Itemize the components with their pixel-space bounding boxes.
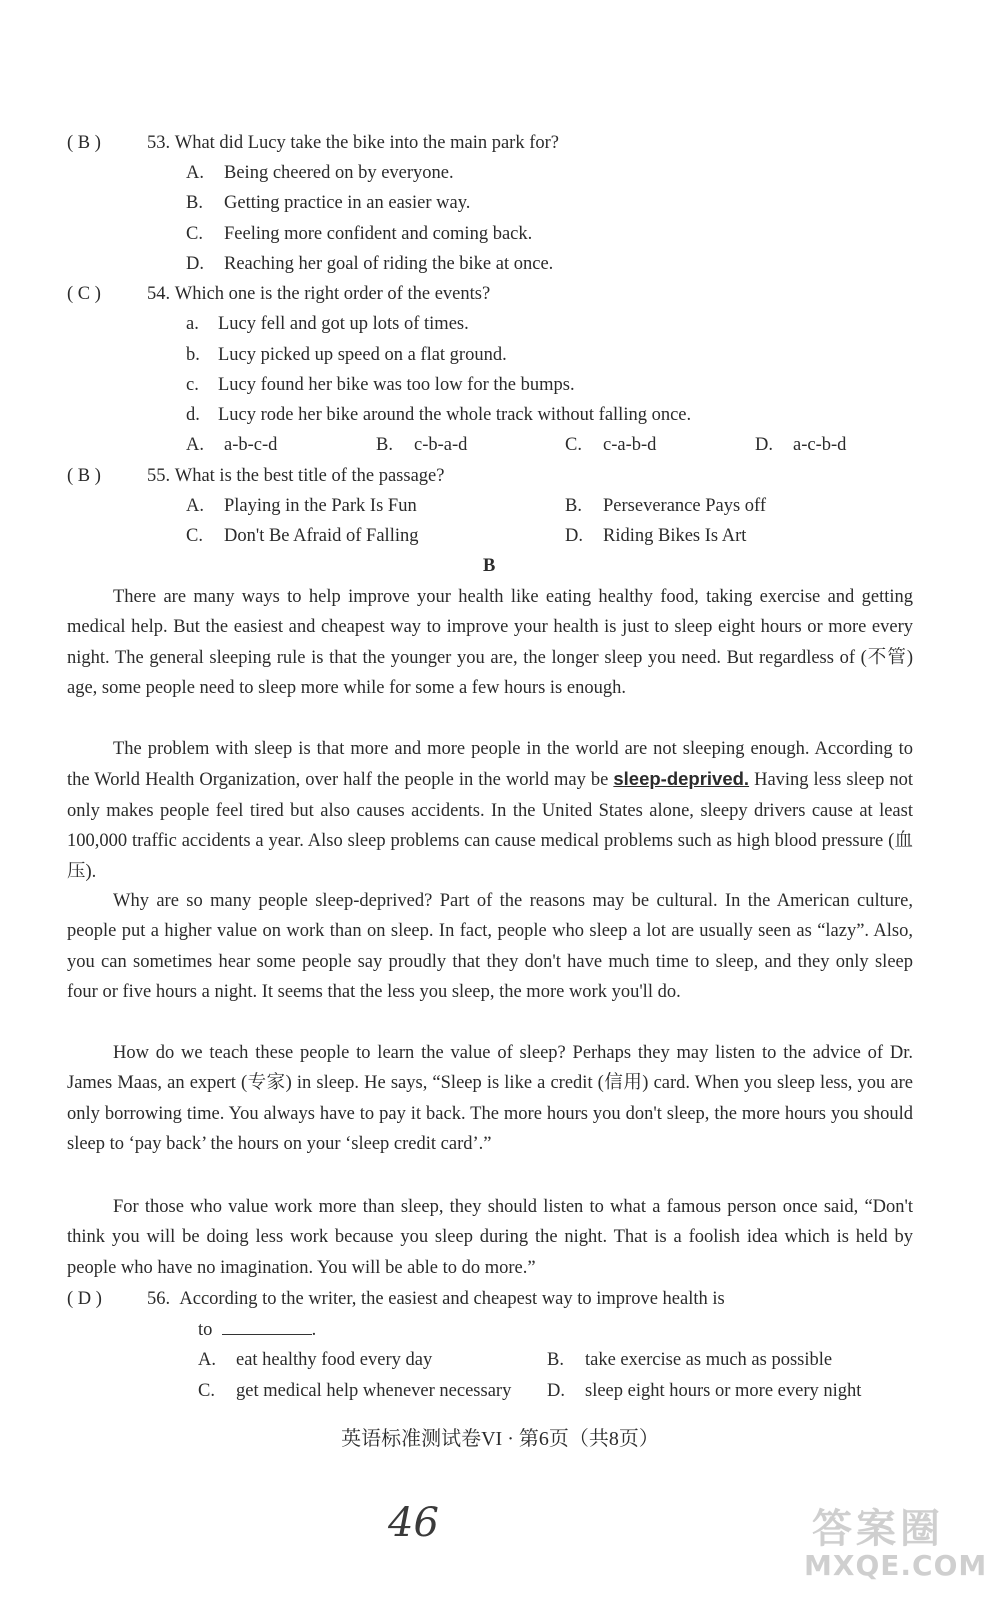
option: C. Feeling more confident and coming back. [186, 224, 533, 244]
page-footer: 英语标准测试卷VI · 第6页（共8页） [341, 1428, 659, 1450]
question-55 [67, 464, 444, 488]
option: D. sleep eight hours or more every night [547, 1381, 862, 1401]
question-text: What did Lucy take the bike into the main park for? [174, 133, 560, 153]
question-number: 53. [147, 133, 171, 153]
passage-paragraph-4: How do we teach these people to learn the value of sleep? Perhaps they may listen to the advice of Dr. James Maas, an expert (专家) in sleep. He says, “Sleep is like a credit (信用) card. When you sleep less, you are only borrowing time. You always have to pay it back. The more hours you don't sleep, the more hours you should sleep to ‘pay back’ the hours on your ‘sleep credit card’.” [67, 1043, 913, 1155]
question-text: Which one is the right order of the events? [174, 284, 491, 304]
answer-53: ( B ) [67, 133, 101, 153]
option: B. Getting practice in an easier way. [186, 193, 471, 213]
option: B. c-b-a-d [376, 435, 468, 455]
option: B. Perseverance Pays off [565, 496, 767, 516]
section-heading: B [483, 556, 496, 576]
event-item: b. Lucy picked up speed on a flat ground. [186, 345, 507, 365]
answer-56: ( D ) [67, 1289, 102, 1309]
question-number: 55. [147, 466, 171, 486]
answer-blank [222, 1318, 312, 1335]
option: D. Riding Bikes Is Art [565, 526, 747, 546]
option: D. a-c-b-d [755, 435, 847, 455]
option: B. take exercise as much as possible [547, 1350, 833, 1370]
answer-54: ( C ) [67, 284, 101, 304]
option: A. a-b-c-d [186, 435, 278, 455]
watermark-text-bottom: MXQE.COM [804, 1549, 988, 1582]
handwritten-page-number: 46 [388, 1500, 439, 1546]
answer-55: ( B ) [67, 466, 101, 486]
watermark-text-top: 答案圈 [812, 1506, 944, 1552]
option: A. eat healthy food every day [198, 1350, 433, 1370]
question-56-continued: to . [198, 1320, 317, 1340]
option: D. Reaching her goal of riding the bike at once. [186, 254, 554, 274]
question-text: According to the writer, the easiest and cheapest way to improve health is [179, 1289, 725, 1309]
passage-paragraph-5: For those who value work more than sleep, they should listen to what a famous person once said, “Don't think you will be doing less work because you sleep during the night. That is a foolish idea which is held by people who have no imagination. You will be able to do more.” [67, 1197, 913, 1278]
question-53 [67, 131, 559, 155]
passage-paragraph-2: The problem with sleep is that more and more people in the world are not sleeping enough. According to the World Health Organization, over half the people in the world may be sleep-deprived. Having less sleep not only makes people feel tired but also causes accidents. In the United States alone, sleepy drivers cause at least 100,000 traffic accidents a year. Also sleep problems can cause medical problems such as high blood pressure (血压). [67, 739, 913, 882]
option: A. Being cheered on by everyone. [186, 163, 454, 183]
question-56 [67, 1287, 913, 1311]
option: C. c-a-b-d [565, 435, 657, 455]
option: C. Don't Be Afraid of Falling [186, 526, 419, 546]
option: C. get medical help whenever necessary [198, 1381, 512, 1401]
event-item: a. Lucy fell and got up lots of times. [186, 314, 469, 334]
highlighted-term: sleep-deprived. [613, 768, 750, 790]
passage-paragraph-3: Why are so many people sleep-deprived? Part of the reasons may be cultural. In the American culture, people put a higher value on work than on sleep. In fact, people who sleep a lot are usually seen as “lazy”. Also, you can sometimes hear some people say proudly that they don't have much time to sleep, and they only sleep four or five hours a night. It seems that the less you sleep, the more work you'll do. [67, 891, 913, 1003]
question-number: 54. [147, 284, 171, 304]
event-item: c. Lucy found her bike was too low for the bumps. [186, 375, 575, 395]
question-number: 56. [147, 1289, 171, 1309]
watermark-logo [802, 1497, 988, 1587]
option: A. Playing in the Park Is Fun [186, 496, 417, 516]
passage-paragraph-1: There are many ways to help improve your health like eating healthy food, taking exercise and getting medical help. But the easiest and cheapest way to improve your health is just to sleep eight hours or more every night. The general sleeping rule is that the younger you are, the longer sleep you need. But regardless of (不管) age, some people need to sleep more while for some a few hours is enough. [67, 587, 913, 699]
question-text: What is the best title of the passage? [174, 466, 445, 486]
question-54 [67, 282, 490, 306]
event-item: d. Lucy rode her bike around the whole track without falling once. [186, 405, 692, 425]
